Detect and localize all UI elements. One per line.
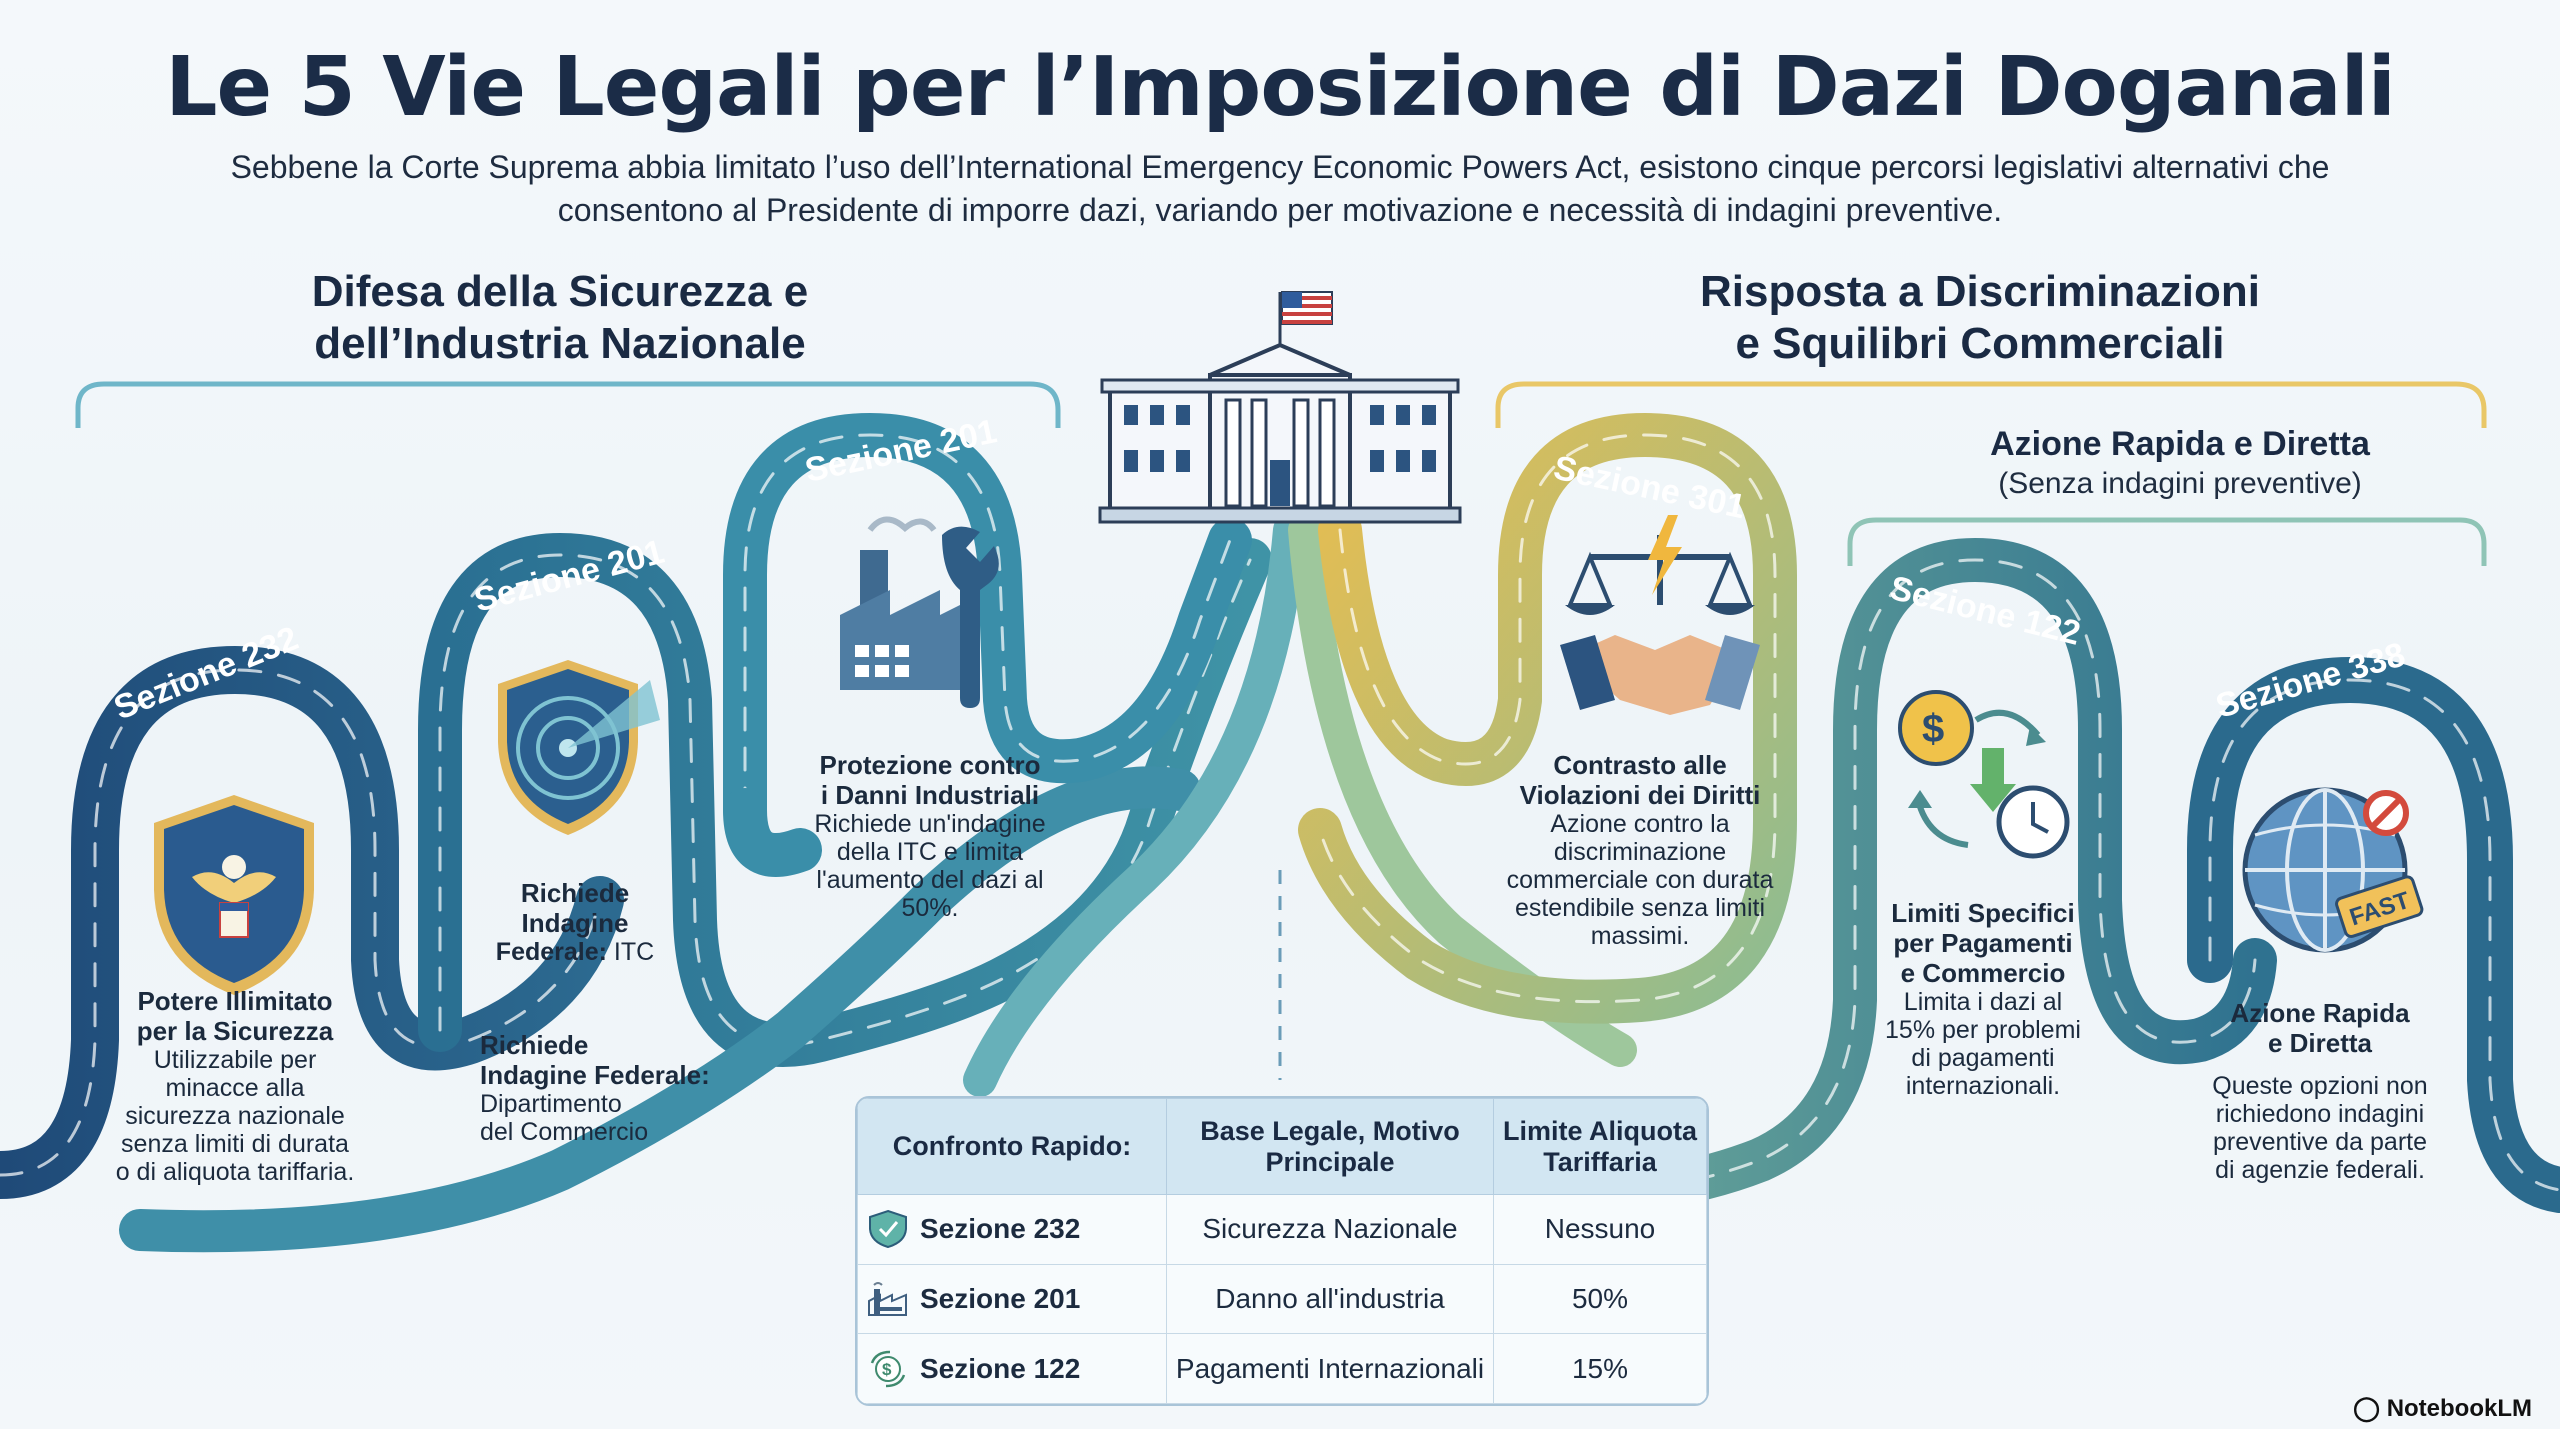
card-122-heading-2: per Pagamenti xyxy=(1893,928,2073,958)
shield-icon xyxy=(866,1209,910,1249)
fast-stamp-text: FAST xyxy=(2346,886,2414,932)
card-sezione-201-mid xyxy=(795,750,1065,922)
card-301-heading-2: Violazioni dei Diritti xyxy=(1519,780,1761,810)
card-301-body-5: massimi. xyxy=(1590,922,1690,950)
page-title: Le 5 Vie Legali per l’Imposizione di Dazi Doganali xyxy=(165,40,2395,135)
right-group-title-line1: Risposta a Discriminazioni xyxy=(1700,267,2260,316)
compare-row-1-basis: Sicurezza Nazionale xyxy=(1167,1195,1494,1265)
card-122-body-1: Limita i dazi al xyxy=(1903,988,2063,1016)
label-sezione-232: Sezione 232 xyxy=(108,619,304,728)
card-232-body-1: Utilizzabile per xyxy=(153,1046,317,1074)
eagle-shield-icon xyxy=(154,795,314,995)
compare-row-3-basis: Pagamenti Internazionali xyxy=(1167,1334,1494,1404)
rapid-group-note: (Senza indagini preventive) xyxy=(1998,467,2362,500)
card-sezione-201-commerce xyxy=(480,1030,750,1146)
brand-logo xyxy=(2353,1394,2532,1423)
svg-text:$: $ xyxy=(882,1359,892,1379)
card-sezione-122 xyxy=(1868,898,2098,1100)
card-201-mid-heading-1: Protezione contro xyxy=(819,750,1041,780)
label-sezione-201-left: Sezione 201 xyxy=(470,532,669,620)
card-338-body-4: di agenzie federali. xyxy=(2215,1156,2425,1184)
label-sezione-201-mid: Sezione 201 xyxy=(801,412,1001,490)
compare-row-3-limit: 15% xyxy=(1494,1334,1707,1404)
card-sezione-201-left xyxy=(470,878,680,966)
card-201-mid-body-2: della ITC e limita xyxy=(836,838,1024,866)
card-122-body-2: 15% per problemi xyxy=(1885,1016,2081,1044)
card-232-heading-1: Potere Illimitato xyxy=(137,986,333,1016)
card-301-body-4: estendibile senza limiti xyxy=(1514,894,1766,922)
label-sezione-338: Sezione 338 xyxy=(2211,635,2410,726)
card-201-commerce-body-1: Dipartimento xyxy=(480,1090,622,1118)
white-house-icon xyxy=(1100,292,1460,522)
card-201-left-heading-2: Indagine xyxy=(521,908,629,938)
compare-row-1-section: Sezione 232 xyxy=(920,1213,1081,1245)
table-row xyxy=(858,1195,1707,1265)
radar-shield-icon xyxy=(498,660,660,835)
compare-row-2-limit: 50% xyxy=(1494,1264,1707,1334)
card-232-body-2: minacce alla xyxy=(165,1074,305,1102)
card-301-body-1: Azione contro la xyxy=(1550,810,1730,838)
card-201-commerce-heading-1: Richiede xyxy=(480,1030,589,1060)
card-201-mid-body-3: l'aumento del dazi al xyxy=(816,866,1044,894)
card-122-body-4: internazionali. xyxy=(1905,1072,2061,1100)
card-201-mid-heading-2: i Danni Industriali xyxy=(820,780,1040,810)
card-301-heading-1: Contrasto alle xyxy=(1553,750,1727,780)
right-group-title-line2: e Squilibri Commerciali xyxy=(1735,319,2225,368)
brand-text: NotebookLM xyxy=(2386,1395,2532,1422)
table-row xyxy=(858,1334,1707,1404)
card-301-body-3: commerciale con durata xyxy=(1506,866,1774,894)
card-232-body-5: o di aliquota tariffaria. xyxy=(115,1158,355,1186)
card-201-left-heading-3: Federale: xyxy=(495,938,607,966)
left-group-title-line2: dell’Industria Nazionale xyxy=(314,319,806,368)
svg-text:$: $ xyxy=(1922,707,1945,751)
card-sezione-232 xyxy=(100,986,370,1186)
rapid-group-title: Azione Rapida e Diretta xyxy=(1990,425,2370,463)
card-338-body-1: Queste opzioni non xyxy=(2212,1072,2428,1100)
card-201-commerce-heading-2: Indagine Federale: xyxy=(480,1060,710,1090)
card-232-heading-2: per la Sicurezza xyxy=(136,1016,334,1046)
label-sezione-301: Sezione 301 xyxy=(1550,448,1749,527)
compare-row-3-section: Sezione 122 xyxy=(920,1352,1081,1384)
currency-exchange-icon xyxy=(1900,692,2067,856)
card-122-heading-3: e Commercio xyxy=(1900,958,2066,988)
card-201-left-heading-suffix: ITC xyxy=(606,938,655,966)
notebooklm-icon: ◯ xyxy=(2353,1395,2381,1422)
factory-wrench-icon xyxy=(840,519,999,708)
compare-row-2-basis: Danno all'industria xyxy=(1167,1264,1494,1334)
card-201-mid-body-4: 50%. xyxy=(901,894,959,922)
factory-icon xyxy=(866,1279,910,1319)
card-338-body-2: richiedono indagini xyxy=(2215,1100,2425,1128)
scales-handshake-icon xyxy=(1560,515,1760,715)
globe-fast-icon xyxy=(2245,790,2423,950)
card-301-body-2: discriminazione xyxy=(1553,838,1727,866)
table-row xyxy=(858,1264,1707,1334)
card-122-body-3: di pagamenti xyxy=(1911,1044,2055,1072)
compare-row-2-section: Sezione 201 xyxy=(920,1282,1081,1314)
card-201-commerce-body-2: del Commercio xyxy=(480,1118,649,1146)
label-sezione-122: Sezione 122 xyxy=(1886,568,2085,653)
comparison-table xyxy=(855,1096,1709,1406)
card-201-left-heading-1: Richiede xyxy=(520,878,630,908)
card-232-body-3: sicurezza nazionale xyxy=(125,1102,345,1130)
card-sezione-338 xyxy=(2195,998,2445,1184)
left-group-title-line1: Difesa della Sicurezza e xyxy=(311,267,809,316)
card-232-body-4: senza limiti di durata xyxy=(121,1130,349,1158)
page-subtitle: Sebbene la Corte Suprema abbia limitato l’uso dell’International Emergency Economic Powers Act, esistono cinque percorsi legislativi alternativi che consentono al Presidente di imporre dazi, variando per motivazione e necessità di indagini preventive. xyxy=(230,149,2330,228)
compare-header-3: Limite Aliquota Tariffaria xyxy=(1494,1099,1707,1195)
card-201-mid-body-1: Richiede un'indagine xyxy=(814,810,1046,838)
compare-header-1: Confronto Rapido: xyxy=(858,1099,1167,1195)
card-338-body-3: preventive da parte xyxy=(2212,1128,2428,1156)
card-338-heading-2: e Diretta xyxy=(2267,1028,2373,1058)
compare-header-2: Base Legale, Motivo Principale xyxy=(1167,1099,1494,1195)
card-338-heading-1: Azione Rapida xyxy=(2230,998,2410,1028)
card-122-heading-1: Limiti Specifici xyxy=(1891,898,2075,928)
compare-row-1-limit: Nessuno xyxy=(1494,1195,1707,1265)
currency-icon xyxy=(866,1349,910,1389)
card-sezione-301 xyxy=(1480,750,1800,950)
